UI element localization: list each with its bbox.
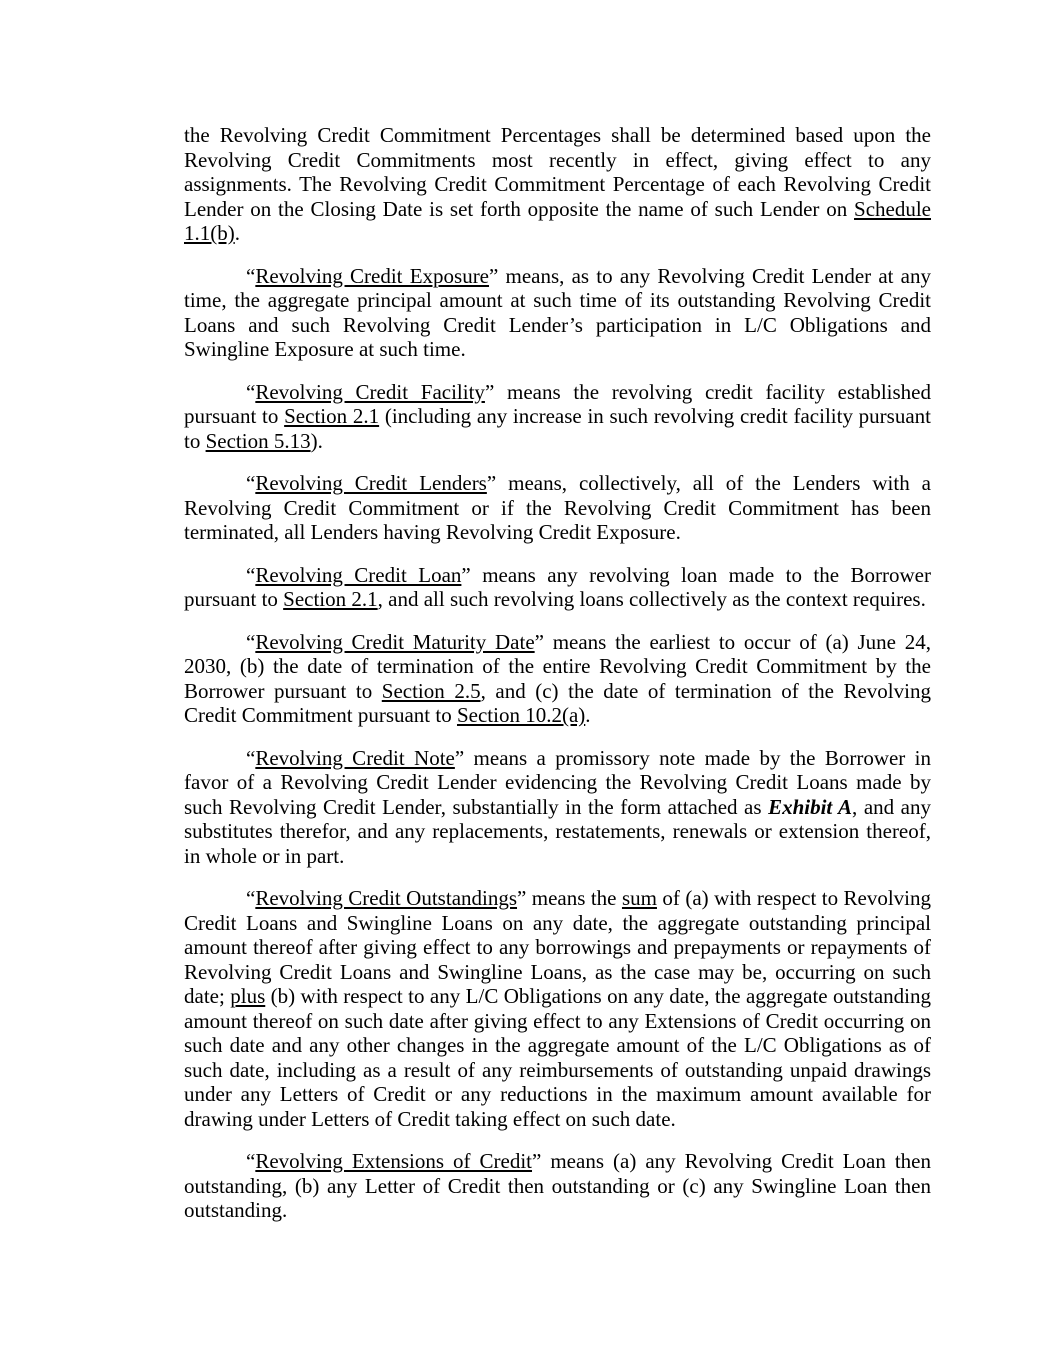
underlined-reference: Revolving Credit Facility	[255, 379, 485, 404]
paragraph	[184, 264, 931, 362]
underlined-reference: Revolving Credit Lenders	[255, 471, 487, 495]
text-run: ” means a promissory note made by the Borrower in favor of a Revolving Credit Lender evidencing the Revolving Credit Loans made by such Revolving Credit Lender, substantially in the form attached as	[184, 745, 931, 819]
underlined-reference: Revolving Extensions of Credit	[255, 1149, 533, 1173]
text-run: ” means, collectively, all of the Lenders with a Revolving Credit Commitment or if the Revolving Credit Commitment has been terminated, all Lenders having Revolving Credit Exposure.	[184, 471, 931, 544]
text-run: “	[246, 745, 256, 770]
paragraph	[184, 471, 931, 545]
underlined-reference: Section 2.1	[284, 404, 380, 428]
underlined-reference: Section 2.1	[283, 587, 378, 611]
text-run: ” means any revolving loan made to the Borrower pursuant to	[184, 562, 931, 611]
paragraph	[184, 1149, 931, 1223]
text-run: “	[246, 562, 256, 587]
underlined-reference: Revolving Credit Maturity Date	[255, 629, 535, 654]
text-run: the Revolving Credit Commitment Percentages shall be determined based upon the Revolving Credit Commitments most recently in effect, giving effect to any assignments. The Revolving Credit Commitment Percentage of each Revolving Credit Lender on the Closing Date is set forth opposite the name of such Lender on	[184, 123, 931, 221]
text-run: .	[234, 221, 240, 245]
text-run: “	[246, 886, 256, 910]
paragraph	[184, 123, 931, 246]
underlined-reference: Revolving Credit Note	[255, 745, 455, 770]
underlined-reference: sum	[621, 886, 657, 910]
text-run: ” means the revolving credit facility established pursuant to	[184, 379, 931, 428]
text-run: of (a) with respect to Revolving Credit Loans and Swingline Loans on any date, the aggregate outstanding principal amount thereof after giving effect to any borrowings and prepayments or repayments of Revolving Credit Loans and Swingline Loans, as the case may be, occurring on such date;	[184, 886, 931, 1008]
underlined-reference: Section 5.13	[205, 428, 311, 453]
text-run: (including any increase in such revolving credit facility pursuant to	[184, 404, 932, 453]
underlined-reference: plus	[230, 984, 266, 1008]
paragraph	[184, 886, 931, 1131]
underlined-reference: Revolving Credit Loan	[255, 562, 462, 587]
text-run: ” means (a) any Revolving Credit Loan then outstanding, (b) any Letter of Credit then outstanding or (c) any Swingline Loan then outstanding.	[184, 1149, 931, 1222]
document-body	[184, 123, 931, 1241]
text-run: “	[246, 629, 256, 654]
text-run: ).	[310, 428, 323, 453]
text-run: “	[246, 471, 256, 495]
text-run: , and all such revolving loans collectively as the context requires.	[377, 587, 926, 611]
underlined-reference: Section 10.2(a)	[456, 703, 586, 727]
text-run: ” means the	[517, 886, 622, 910]
underlined-reference: Revolving Credit Outstandings	[255, 886, 518, 910]
text-run: “	[246, 263, 256, 288]
underlined-reference: Revolving Credit Exposure	[255, 263, 490, 288]
underlined-reference: Section 2.5	[381, 678, 481, 703]
paragraph	[184, 630, 931, 728]
text-run: ” means, as to any Revolving Credit Lender at any time, the aggregate principal amount at such time of its outstanding Revolving Credit Loans and such Revolving Credit Lender’s participation in L/C Obligations and Swingline Exposure at such time.	[184, 263, 931, 361]
paragraph	[184, 746, 931, 869]
text-run: “	[246, 379, 256, 404]
text-run: .	[585, 703, 591, 727]
paragraph	[184, 380, 931, 454]
text-run: “	[246, 1149, 256, 1173]
paragraph	[184, 563, 931, 612]
underlined-reference: Schedule 1.1(b)	[184, 196, 931, 245]
exhibit-reference: Exhibit A	[768, 794, 853, 819]
text-run: (b) with respect to any L/C Obligations on any date, the aggregate outstanding amount thereof on such date after giving effect to any Extensions of Credit occurring on such date and any other changes in the aggregate amount of the L/C Obligations as of such date, including as a result of any reimbursements of outstanding unpaid drawings under any Letters of Credit or any reductions in the maximum amount available for drawing under Letters of Credit taking effect on such date.	[184, 984, 932, 1131]
text-run: ” means the earliest to occur of (a) June 24, 2030, (b) the date of termination of the entire Revolving Credit Commitment by the Borrower pursuant to	[184, 629, 931, 703]
text-run: , and (c) the date of termination of the Revolving Credit Commitment pursuant to	[184, 678, 931, 727]
text-run: , and any substitutes therefor, and any replacements, restatements, renewals or extension thereof, in whole or in part.	[184, 794, 931, 868]
